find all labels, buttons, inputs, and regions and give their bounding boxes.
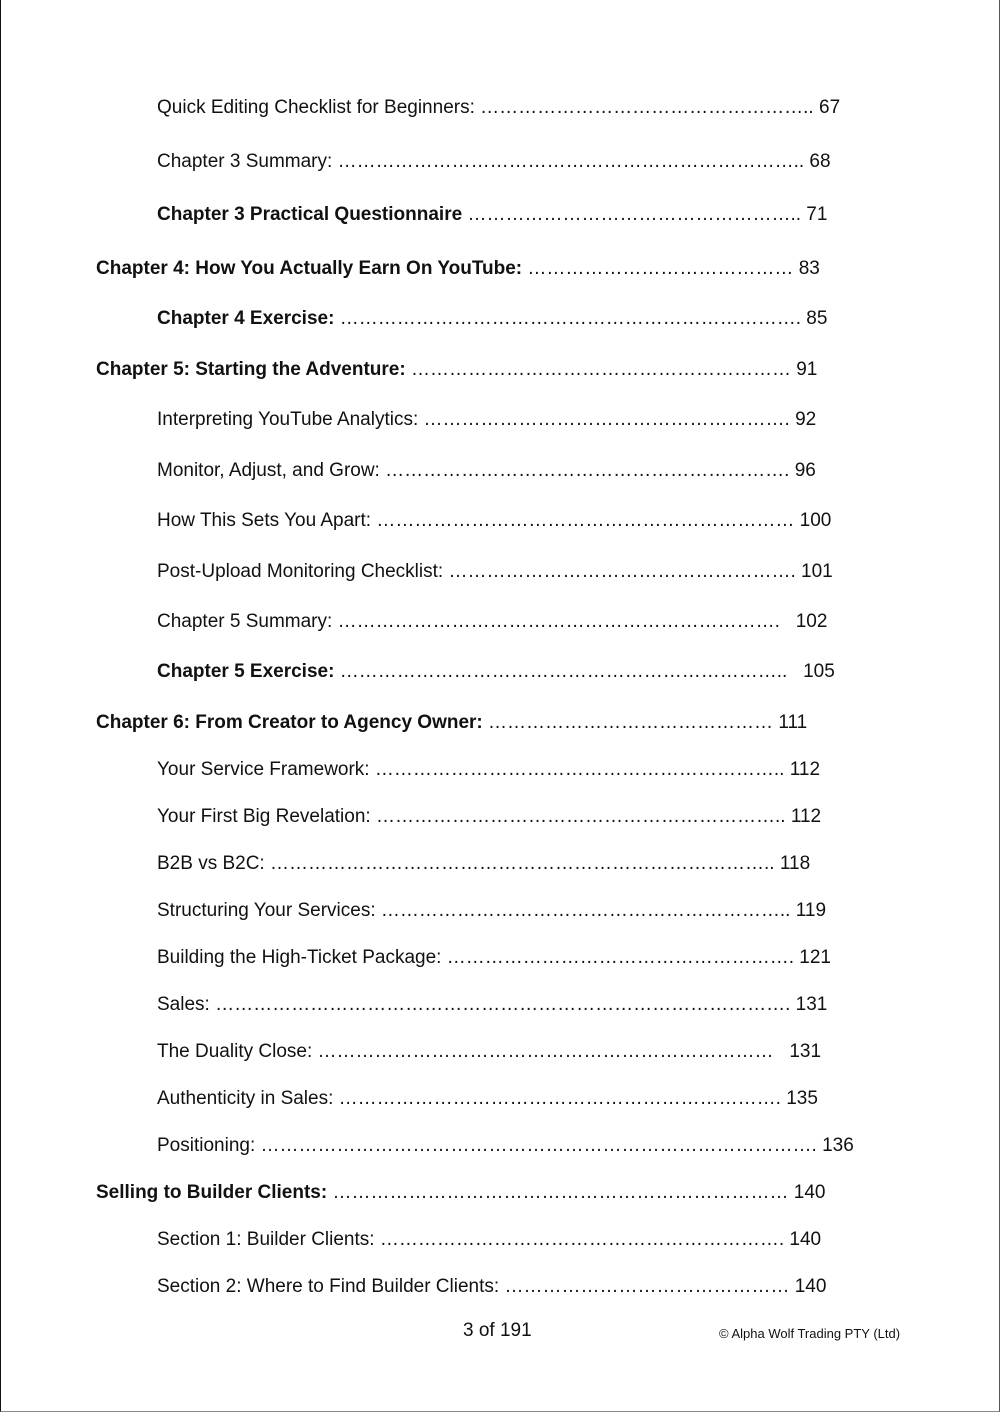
toc-dot-leader: ……………………………………………………….. xyxy=(375,900,796,921)
toc-section-entry xyxy=(157,610,827,634)
toc-page-number: 118 xyxy=(779,853,811,874)
toc-section-entry xyxy=(157,1087,818,1111)
toc-entry-title: Chapter 3 Summary: xyxy=(157,151,333,172)
toc-section-entry xyxy=(157,852,810,876)
toc-page-number: 140 xyxy=(794,1276,827,1297)
toc-section-entry xyxy=(157,993,827,1017)
toc-dot-leader: ……………………………………… xyxy=(482,712,779,733)
toc-dot-leader: …………………………………………………………….. xyxy=(334,661,804,682)
toc-page-number: 101 xyxy=(801,561,833,582)
toc-entry-title: Building the High-Ticket Package: xyxy=(157,947,442,968)
toc-dot-leader: ……………………………………… xyxy=(499,1276,795,1297)
toc-entry-title: The Duality Close: xyxy=(157,1041,313,1062)
toc-entry-title: Your Service Framework: xyxy=(157,759,370,780)
toc-entry-title: Quick Editing Checklist for Beginners: xyxy=(157,97,475,118)
toc-page-number: 135 xyxy=(786,1088,818,1109)
toc-entry-title: Chapter 5: Starting the Adventure: xyxy=(96,359,406,380)
toc-dot-leader: ……………………………………………………….. xyxy=(370,806,791,827)
copyright-notice: © Alpha Wolf Trading PTY (Ltd) xyxy=(719,1326,901,1341)
toc-entry-title: Sales: xyxy=(157,994,210,1015)
toc-page-number: 71 xyxy=(806,204,828,225)
toc-section-entry xyxy=(157,150,831,174)
toc-entry-title: Chapter 3 Practical Questionnaire xyxy=(157,204,463,225)
toc-page-number: 92 xyxy=(795,409,817,430)
toc-dot-leader: ………………………………………………. xyxy=(443,561,802,582)
toc-entry-title: Your First Big Revelation: xyxy=(157,806,371,827)
toc-entry-title: Monitor, Adjust, and Grow: xyxy=(157,460,380,481)
toc-page-number: 83 xyxy=(798,258,820,279)
toc-dot-leader: ……………………………………………………………. xyxy=(332,611,796,632)
toc-page-number: 140 xyxy=(793,1182,826,1203)
toc-page-number: 140 xyxy=(789,1229,822,1250)
toc-page-number: 131 xyxy=(795,994,828,1015)
toc-page-number: 112 xyxy=(789,759,821,780)
toc-page-number: 100 xyxy=(799,510,832,531)
toc-page-number: 91 xyxy=(796,359,818,380)
toc-dot-leader: ………………………………………………………… xyxy=(371,510,800,531)
toc-entry-title: Structuring Your Services: xyxy=(157,900,376,921)
toc-page-number: 131 xyxy=(789,1041,822,1062)
toc-entry-title: Chapter 5 Summary: xyxy=(157,611,333,632)
toc-page-number: 68 xyxy=(809,151,831,172)
toc-dot-leader: …………………………………………………… xyxy=(405,359,797,380)
toc-page-number: 85 xyxy=(806,308,828,329)
toc-section-entry xyxy=(157,805,821,829)
toc-section-entry xyxy=(157,1228,821,1252)
toc-page-number: 102 xyxy=(795,611,828,632)
toc-page-number: 112 xyxy=(790,806,822,827)
toc-entry-title: Section 1: Builder Clients: xyxy=(157,1229,375,1250)
toc-entry-title: B2B vs B2C: xyxy=(157,853,265,874)
toc-dot-leader: …………………………………………………………………….. xyxy=(264,853,780,874)
toc-chapter-entry xyxy=(96,711,807,735)
toc-entry-title: Authenticity in Sales: xyxy=(157,1088,334,1109)
toc-chapter-entry xyxy=(96,1181,825,1205)
toc-dot-leader: …………………………………………….. xyxy=(462,204,807,225)
toc-entry-title: Selling to Builder Clients: xyxy=(96,1182,328,1203)
toc-dot-leader: ……………………………………………………………. xyxy=(333,1088,787,1109)
toc-entry-title: Chapter 4: How You Actually Earn On YouTube: xyxy=(96,258,523,279)
toc-section-entry xyxy=(157,946,831,970)
toc-chapter-entry xyxy=(96,257,820,281)
toc-dot-leader: …………………………………………….. xyxy=(474,97,819,118)
toc-dot-leader: ……………………………………………………………….. xyxy=(332,151,810,172)
toc-section-entry xyxy=(157,509,831,533)
toc-dot-leader: …………………………………… xyxy=(522,258,799,279)
toc-dot-leader: ……………………………………………………………… xyxy=(312,1041,790,1062)
toc-page-number: 121 xyxy=(799,947,831,968)
toc-section-entry xyxy=(157,758,820,782)
toc-dot-leader: ……………………………………………………………… xyxy=(327,1182,794,1203)
toc-entry-title: Chapter 4 Exercise: xyxy=(157,308,335,329)
page-number: 3 of 191 xyxy=(463,1320,532,1341)
toc-section-entry xyxy=(157,459,816,483)
toc-dot-leader: ……………………………………………………….. xyxy=(369,759,790,780)
toc-dot-leader: …………………………………………………. xyxy=(418,409,796,430)
toc-page-number: 136 xyxy=(822,1135,854,1156)
toc-entry-title: Chapter 6: From Creator to Agency Owner: xyxy=(96,712,483,733)
toc-section-entry xyxy=(157,96,840,120)
toc-entry-title: How This Sets You Apart: xyxy=(157,510,372,531)
toc-entry-title: Positioning: xyxy=(157,1135,256,1156)
toc-section-entry xyxy=(157,203,827,227)
toc-page-number: 96 xyxy=(794,460,816,481)
toc-entry-title: Interpreting YouTube Analytics: xyxy=(157,409,419,430)
toc-section-entry xyxy=(157,660,835,684)
toc-dot-leader: ………………………………………………. xyxy=(441,947,800,968)
toc-page-number: 111 xyxy=(778,712,808,733)
toc-section-entry xyxy=(157,1275,826,1299)
toc-section-entry xyxy=(157,408,816,432)
toc-chapter-entry xyxy=(96,358,817,382)
toc-section-entry xyxy=(157,307,827,331)
toc-entry-title: Section 2: Where to Find Builder Clients: xyxy=(157,1276,500,1297)
toc-section-entry xyxy=(157,1134,854,1158)
toc-page-number: 105 xyxy=(803,661,835,682)
toc-dot-leader: ………………………………………………………………. xyxy=(334,308,807,329)
toc-entry-title: Chapter 5 Exercise: xyxy=(157,661,335,682)
toc-dot-leader: ………………………………………………………. xyxy=(374,1229,790,1250)
toc-page-number: 119 xyxy=(795,900,827,921)
toc-entry-title: Post-Upload Monitoring Checklist: xyxy=(157,561,444,582)
toc-section-entry xyxy=(157,1040,821,1064)
toc-section-entry xyxy=(157,560,833,584)
toc-page-number: 67 xyxy=(819,97,841,118)
toc-dot-leader: ………………………………………………………. xyxy=(379,460,795,481)
toc-dot-leader: ……………………………………………………………………………. xyxy=(255,1135,823,1156)
toc-section-entry xyxy=(157,899,826,923)
toc-dot-leader: ………………………………………………………………………………. xyxy=(209,994,796,1015)
